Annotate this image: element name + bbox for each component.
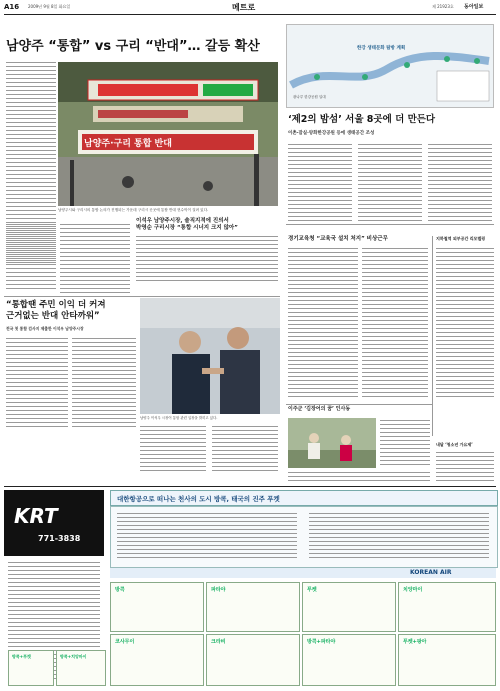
page-header <box>0 0 500 14</box>
tour-cell[interactable] <box>398 634 496 686</box>
interview-body-col2 <box>72 338 136 430</box>
section-title: 메트로 <box>232 3 256 12</box>
second-body <box>136 236 278 284</box>
interview-headline-line2: 근거없는 반대 안타까워” <box>6 311 100 321</box>
lead-photo-caption: 남양주시와 구리시의 통합 논의가 진행되는 가운데 구리시 곳곳에 통합 반대 현수막이 걸려 있다. <box>58 208 209 212</box>
right-top-col2 <box>358 144 422 224</box>
tour-cell-title: 크라비 <box>211 639 226 645</box>
map-graphic <box>286 24 494 108</box>
issue-date: 2009년 9월 8일 화요일 <box>28 4 71 9</box>
krt-logo: KRT <box>14 504 58 528</box>
lead-body-col2 <box>60 224 130 296</box>
krt-phone: 771-3838 <box>38 534 81 543</box>
right-mid-col1 <box>288 248 358 400</box>
tour-block-lines-b <box>309 513 489 561</box>
right-top-col3 <box>428 144 492 224</box>
interview-headline <box>6 300 136 322</box>
tour-block-lines-a <box>117 513 297 561</box>
right-lower-photo <box>288 418 376 468</box>
interview-body-col3 <box>140 426 206 474</box>
tour-cell-title: 치앙마이 <box>403 587 423 593</box>
interview-body-col1 <box>6 338 68 430</box>
tour-cell-title: 파타야 <box>211 587 226 593</box>
lead-body-col1-lower <box>6 224 56 292</box>
tour-cell-title: 푸켓 <box>307 587 317 593</box>
map-title: 한강 생태문화 탐방 계획 <box>357 46 406 51</box>
right-lower-col2 <box>288 472 430 484</box>
ad-section <box>4 490 496 688</box>
lead-headline: 남양주 “통합” vs 구리 “반대”… 갈등 확산 <box>6 39 260 54</box>
tour-cell[interactable] <box>302 582 396 632</box>
tour-cell-title: 코사무이 <box>115 639 135 645</box>
tour-cell[interactable] <box>398 582 496 632</box>
tour-cell-title: 푸켓+팡아 <box>403 639 427 645</box>
interview-headline-line1: “통합땐 주민 이익 더 커져 <box>6 300 106 310</box>
right-lower-col1 <box>380 420 430 468</box>
interview-subhead: 전국 첫 통합 검사지 제출한 이석우 남양주시장 <box>6 326 84 331</box>
issue-number: 제 21923호 <box>432 4 454 9</box>
performance-scene <box>288 418 376 468</box>
interview-scene <box>140 298 280 414</box>
tour-cell-title: 방콕+푸켓 <box>12 654 31 659</box>
right-side-col-2 <box>436 452 494 484</box>
tour-cell-title: 방콕+파타야 <box>307 639 336 645</box>
tour-cell[interactable] <box>206 634 300 686</box>
right-side-title-2: 내달 ‘청소년 가요제’ <box>436 442 473 447</box>
masthead-logo: 동아일보 <box>464 4 484 10</box>
tour-cell-title: 방콕+치앙마이 <box>60 654 87 659</box>
airline-banner[interactable] <box>110 490 498 506</box>
right-top-col1 <box>288 144 352 224</box>
interview-body-col4 <box>212 426 278 474</box>
second-headline-line2: 박영순 구리시장 “통합 시너지 크지 않아” <box>136 225 238 231</box>
airline-logo: KOREAN AIR <box>410 569 452 576</box>
lead-photo <box>58 62 278 206</box>
photo-banner-text: 남양주·구리 통합 반대 <box>84 139 172 149</box>
tour-cell[interactable] <box>110 582 204 632</box>
right-mid-headline: 경기교육청 “교육국 설치 처지” 비상근무 <box>288 236 388 242</box>
right-top-subhead: 이촌·잠실·양화한강공원 등에 생태공간 조성 <box>288 131 375 136</box>
right-side-title: 지하철역 외부공간 리모델링 <box>436 236 486 241</box>
right-side-col <box>436 248 494 400</box>
airline-banner-text: 대한항공으로 떠나는 천사의 도시 방콕, 태국의 진주 푸켓 <box>117 495 280 503</box>
tour-cell[interactable] <box>110 634 204 686</box>
map-subtitle: 광나루 한강공원 일대 <box>293 95 326 99</box>
interview-photo-caption: 남양주 이석우 시장이 통합 관련 입장을 밝히고 있다. <box>140 416 218 420</box>
airline-strip <box>110 568 496 578</box>
page-number: A16 <box>4 3 20 11</box>
tour-cell[interactable] <box>206 582 300 632</box>
right-top-headline: ‘제2의 밤섬’ 서울 8곳에 더 만든다 <box>288 114 436 125</box>
protest-banner-scene <box>58 62 278 206</box>
tour-cell[interactable] <box>56 650 106 686</box>
krt-ad[interactable] <box>4 490 104 556</box>
tour-cell[interactable] <box>8 650 54 686</box>
right-lower-headline: 이주군 ‘김장어의 꿈’ 인사동 <box>288 406 351 412</box>
tour-cell[interactable] <box>302 634 396 686</box>
airline-tour-block <box>110 506 498 568</box>
second-headline-line1: 이석우 남양주시장, 솔직지적에 진의서 <box>136 218 229 224</box>
second-headline <box>136 218 280 232</box>
right-mid-col2 <box>362 248 428 400</box>
tour-cell-title: 방콕 <box>115 587 125 593</box>
interview-photo <box>140 298 280 414</box>
